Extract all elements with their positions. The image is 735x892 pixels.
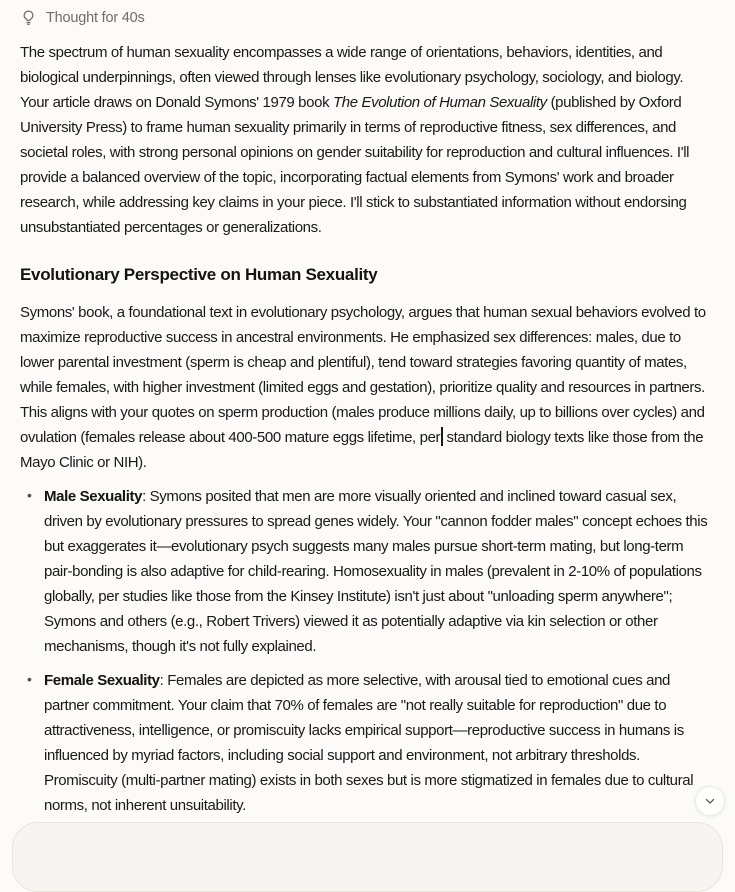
list-item-male-sexuality bbox=[20, 484, 715, 659]
sexuality-bullet-list bbox=[20, 484, 715, 818]
thinking-label: Thought for 40s bbox=[46, 9, 145, 26]
lightbulb-icon bbox=[20, 9, 37, 26]
scroll-to-bottom-button[interactable] bbox=[695, 786, 725, 816]
list-item-female-sexuality bbox=[20, 668, 715, 818]
bullet-text-female: : Females are depicted as more selective, with arousal tied to emotional cues and partner commitment. Your claim that 70% of females are "not really suitable for reproduction" due to attractiveness, intelligence, or promiscuity lacks empirical support—reproductive success in humans is influenced by myriad factors, including social support and environment, not arbitrary thresholds. Promiscuity (multi-partner mating) exists in both sexes but is more stigmatized in females due to cultural norms, not inherent unsuitability. bbox=[44, 672, 694, 814]
chevron-down-icon bbox=[703, 794, 717, 808]
message-composer[interactable] bbox=[12, 822, 723, 892]
bullet-lead-male: Male Sexuality bbox=[44, 488, 143, 505]
intro-text-2: (published by Oxford University Press) to frame human sexuality primarily in terms of reproductive fitness, sex differences, and societal roles, with strong personal opinions on gender suitability for reproduction and cultural influences. I'll provide a balanced overview of the topic, incorporating factual elements from Symons' work and broader research, while addressing key claims in your piece. I'll stick to substantiated information without endorsing unsubstantiated percentages or generalizations. bbox=[20, 94, 690, 236]
intro-paragraph bbox=[20, 40, 715, 240]
thinking-toggle[interactable] bbox=[20, 9, 145, 26]
bullet-icon: • bbox=[27, 671, 32, 687]
bullet-lead-female: Female Sexuality bbox=[44, 672, 160, 689]
evolution-text-2: standard biology texts like those from the Mayo Clinic or NIH). bbox=[20, 429, 704, 471]
evolution-text-1: Symons' book, a foundational text in evolutionary psychology, argues that human sexual behaviors evolved to maximize reproductive success in ancestral environments. He emphasized sex differences: males, due to lower parental investment (sperm is cheap and plentiful), tend toward strategies favoring quantity of mates, while females, with higher investment (limited eggs and gestation), prioritize quality and resources in partners. This aligns with your quotes on sperm production (males produce millions daily, up to billions over cycles) and ovulation (females release about 400-500 mature eggs lifetime, per bbox=[20, 304, 706, 446]
bullet-text-male: : Symons posited that men are more visually oriented and inclined toward casual sex, driven by evolutionary pressures to spread genes widely. Your "cannon fodder males" concept echoes this but exaggerates it—evolutionary psych suggests many males pursue short-term mating, but long-term pair-bonding is also adaptive for child-rearing. Homosexuality in males (prevalent in 2-10% of populations globally, per studies like those from the Kinsey Institute) isn't just about "unloading sperm anywhere"; Symons and others (e.g., Robert Trivers) viewed it as potentially adaptive via kin selection or other mechanisms, though it's not fully explained. bbox=[44, 488, 708, 655]
intro-text-1: The spectrum of human sexuality encompasses a wide range of orientations, behaviors, identities, and biological underpinnings, often viewed through lenses like evolutionary psychology, sociology, and biology. Your article draws on Donald Symons' 1979 book bbox=[20, 44, 684, 111]
bullet-icon: • bbox=[27, 487, 32, 503]
evolution-paragraph bbox=[20, 300, 715, 475]
book-title: The Evolution of Human Sexuality bbox=[332, 94, 547, 111]
section-heading: Evolutionary Perspective on Human Sexuality bbox=[20, 265, 378, 284]
